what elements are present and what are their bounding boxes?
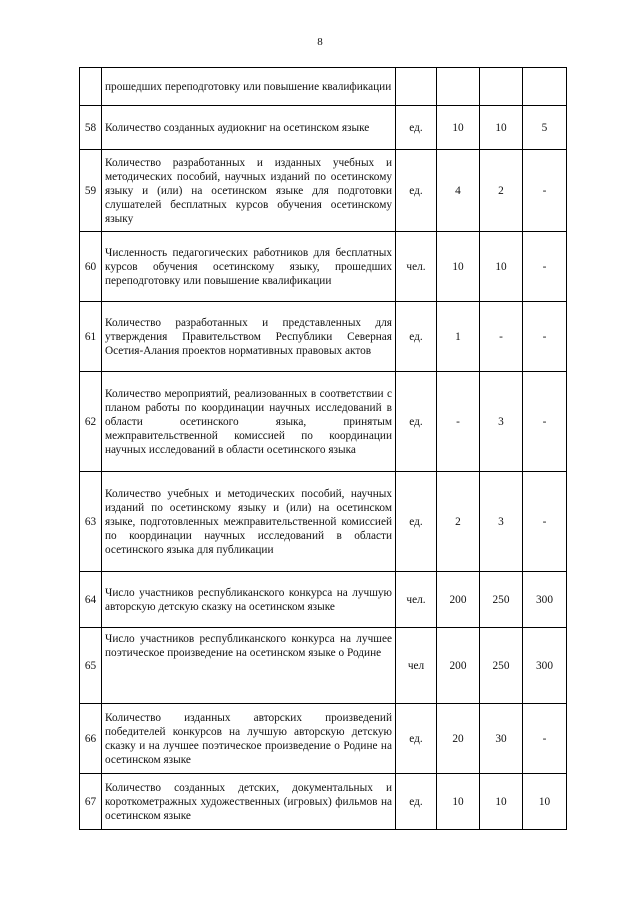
row-number: 59: [80, 150, 102, 232]
unit-cell: чел.: [396, 232, 437, 302]
value-2-cell: 3: [480, 372, 523, 472]
row-number: 63: [80, 472, 102, 572]
value-3-cell: -: [523, 302, 567, 372]
row-number: 64: [80, 572, 102, 628]
indicator-name: Количество учебных и методических пособий, научных изданий по осетинскому языку и (или) на осетинском языке, подготовленных межправительственной комиссией по координации научных исследований в области осетинского языка для публикации: [102, 472, 396, 572]
value-3-cell: -: [523, 232, 567, 302]
table-row: [80, 372, 567, 472]
row-number: 62: [80, 372, 102, 472]
indicator-name: прошедших переподготовку или повышение квалификации: [102, 68, 396, 106]
value-3-cell: 10: [523, 774, 567, 830]
row-number: 66: [80, 704, 102, 774]
row-number: 67: [80, 774, 102, 830]
table-row: [80, 68, 567, 106]
value-1-cell: 10: [437, 232, 480, 302]
table-row: [80, 106, 567, 150]
value-2-cell: 2: [480, 150, 523, 232]
value-1-cell: [437, 68, 480, 106]
value-1-cell: 20: [437, 704, 480, 774]
table-row: [80, 572, 567, 628]
value-3-cell: 300: [523, 628, 567, 704]
unit-cell: ед.: [396, 774, 437, 830]
row-number: 61: [80, 302, 102, 372]
value-2-cell: 10: [480, 106, 523, 150]
row-number: [80, 68, 102, 106]
value-3-cell: 300: [523, 572, 567, 628]
value-3-cell: -: [523, 150, 567, 232]
indicator-name: Количество мероприятий, реализованных в соответствии с планом работы по координации научных исследований в области осетинского языка, принятым межправительственной комиссией по координации научных исследований в области осетинского языка: [102, 372, 396, 472]
unit-cell: ед.: [396, 704, 437, 774]
table-row: [80, 628, 567, 704]
value-1-cell: 200: [437, 628, 480, 704]
unit-cell: ед.: [396, 106, 437, 150]
value-2-cell: 250: [480, 572, 523, 628]
value-2-cell: 10: [480, 774, 523, 830]
value-1-cell: 200: [437, 572, 480, 628]
indicator-name: Количество разработанных и представленных для утверждения Правительством Республики Северная Осетия-Алания проектов нормативных правовых актов: [102, 302, 396, 372]
value-2-cell: [480, 68, 523, 106]
value-3-cell: [523, 68, 567, 106]
value-2-cell: 250: [480, 628, 523, 704]
unit-cell: [396, 68, 437, 106]
indicator-name: Количество созданных аудиокниг на осетинском языке: [102, 106, 396, 150]
indicator-name: Число участников республиканского конкурса на лучшее поэтическое произведение на осетинском языке о Родине: [102, 628, 396, 704]
indicator-name: Численность педагогических работников для бесплатных курсов обучения осетинскому языку, прошедших переподготовку или повышение квалификации: [102, 232, 396, 302]
table-row: [80, 302, 567, 372]
unit-cell: ед.: [396, 150, 437, 232]
row-number: 60: [80, 232, 102, 302]
table-row: [80, 774, 567, 830]
table-row: [80, 232, 567, 302]
unit-cell: чел: [396, 628, 437, 704]
row-number: 58: [80, 106, 102, 150]
indicator-name: Количество созданных детских, документальных и короткометражных художественных (игровых) фильмов на осетинском языке: [102, 774, 396, 830]
value-1-cell: 4: [437, 150, 480, 232]
value-1-cell: 10: [437, 774, 480, 830]
table-row: [80, 472, 567, 572]
unit-cell: ед.: [396, 472, 437, 572]
value-2-cell: 30: [480, 704, 523, 774]
value-1-cell: 10: [437, 106, 480, 150]
value-3-cell: -: [523, 472, 567, 572]
indicators-table: [79, 67, 567, 830]
unit-cell: ед.: [396, 372, 437, 472]
unit-cell: чел.: [396, 572, 437, 628]
value-3-cell: -: [523, 704, 567, 774]
value-3-cell: -: [523, 372, 567, 472]
indicator-name: Количество разработанных и изданных учебных и методических пособий, научных изданий по осетинскому языку и (или) на осетинском языке для подготовки слушателей бесплатных курсов обучения осетинскому языку: [102, 150, 396, 232]
row-number: 65: [80, 628, 102, 704]
value-2-cell: -: [480, 302, 523, 372]
value-2-cell: 3: [480, 472, 523, 572]
value-2-cell: 10: [480, 232, 523, 302]
value-1-cell: 2: [437, 472, 480, 572]
value-1-cell: -: [437, 372, 480, 472]
table-row: [80, 150, 567, 232]
indicator-name: Число участников республиканского конкурса на лучшую авторскую детскую сказку на осетинском языке: [102, 572, 396, 628]
value-1-cell: 1: [437, 302, 480, 372]
value-3-cell: 5: [523, 106, 567, 150]
indicator-name: Количество изданных авторских произведений победителей конкурсов на лучшую авторскую детскую сказку и на лучшее поэтическое произведение о Родине на осетинском языке: [102, 704, 396, 774]
unit-cell: ед.: [396, 302, 437, 372]
page-number: 8: [317, 36, 323, 48]
table-row: [80, 704, 567, 774]
